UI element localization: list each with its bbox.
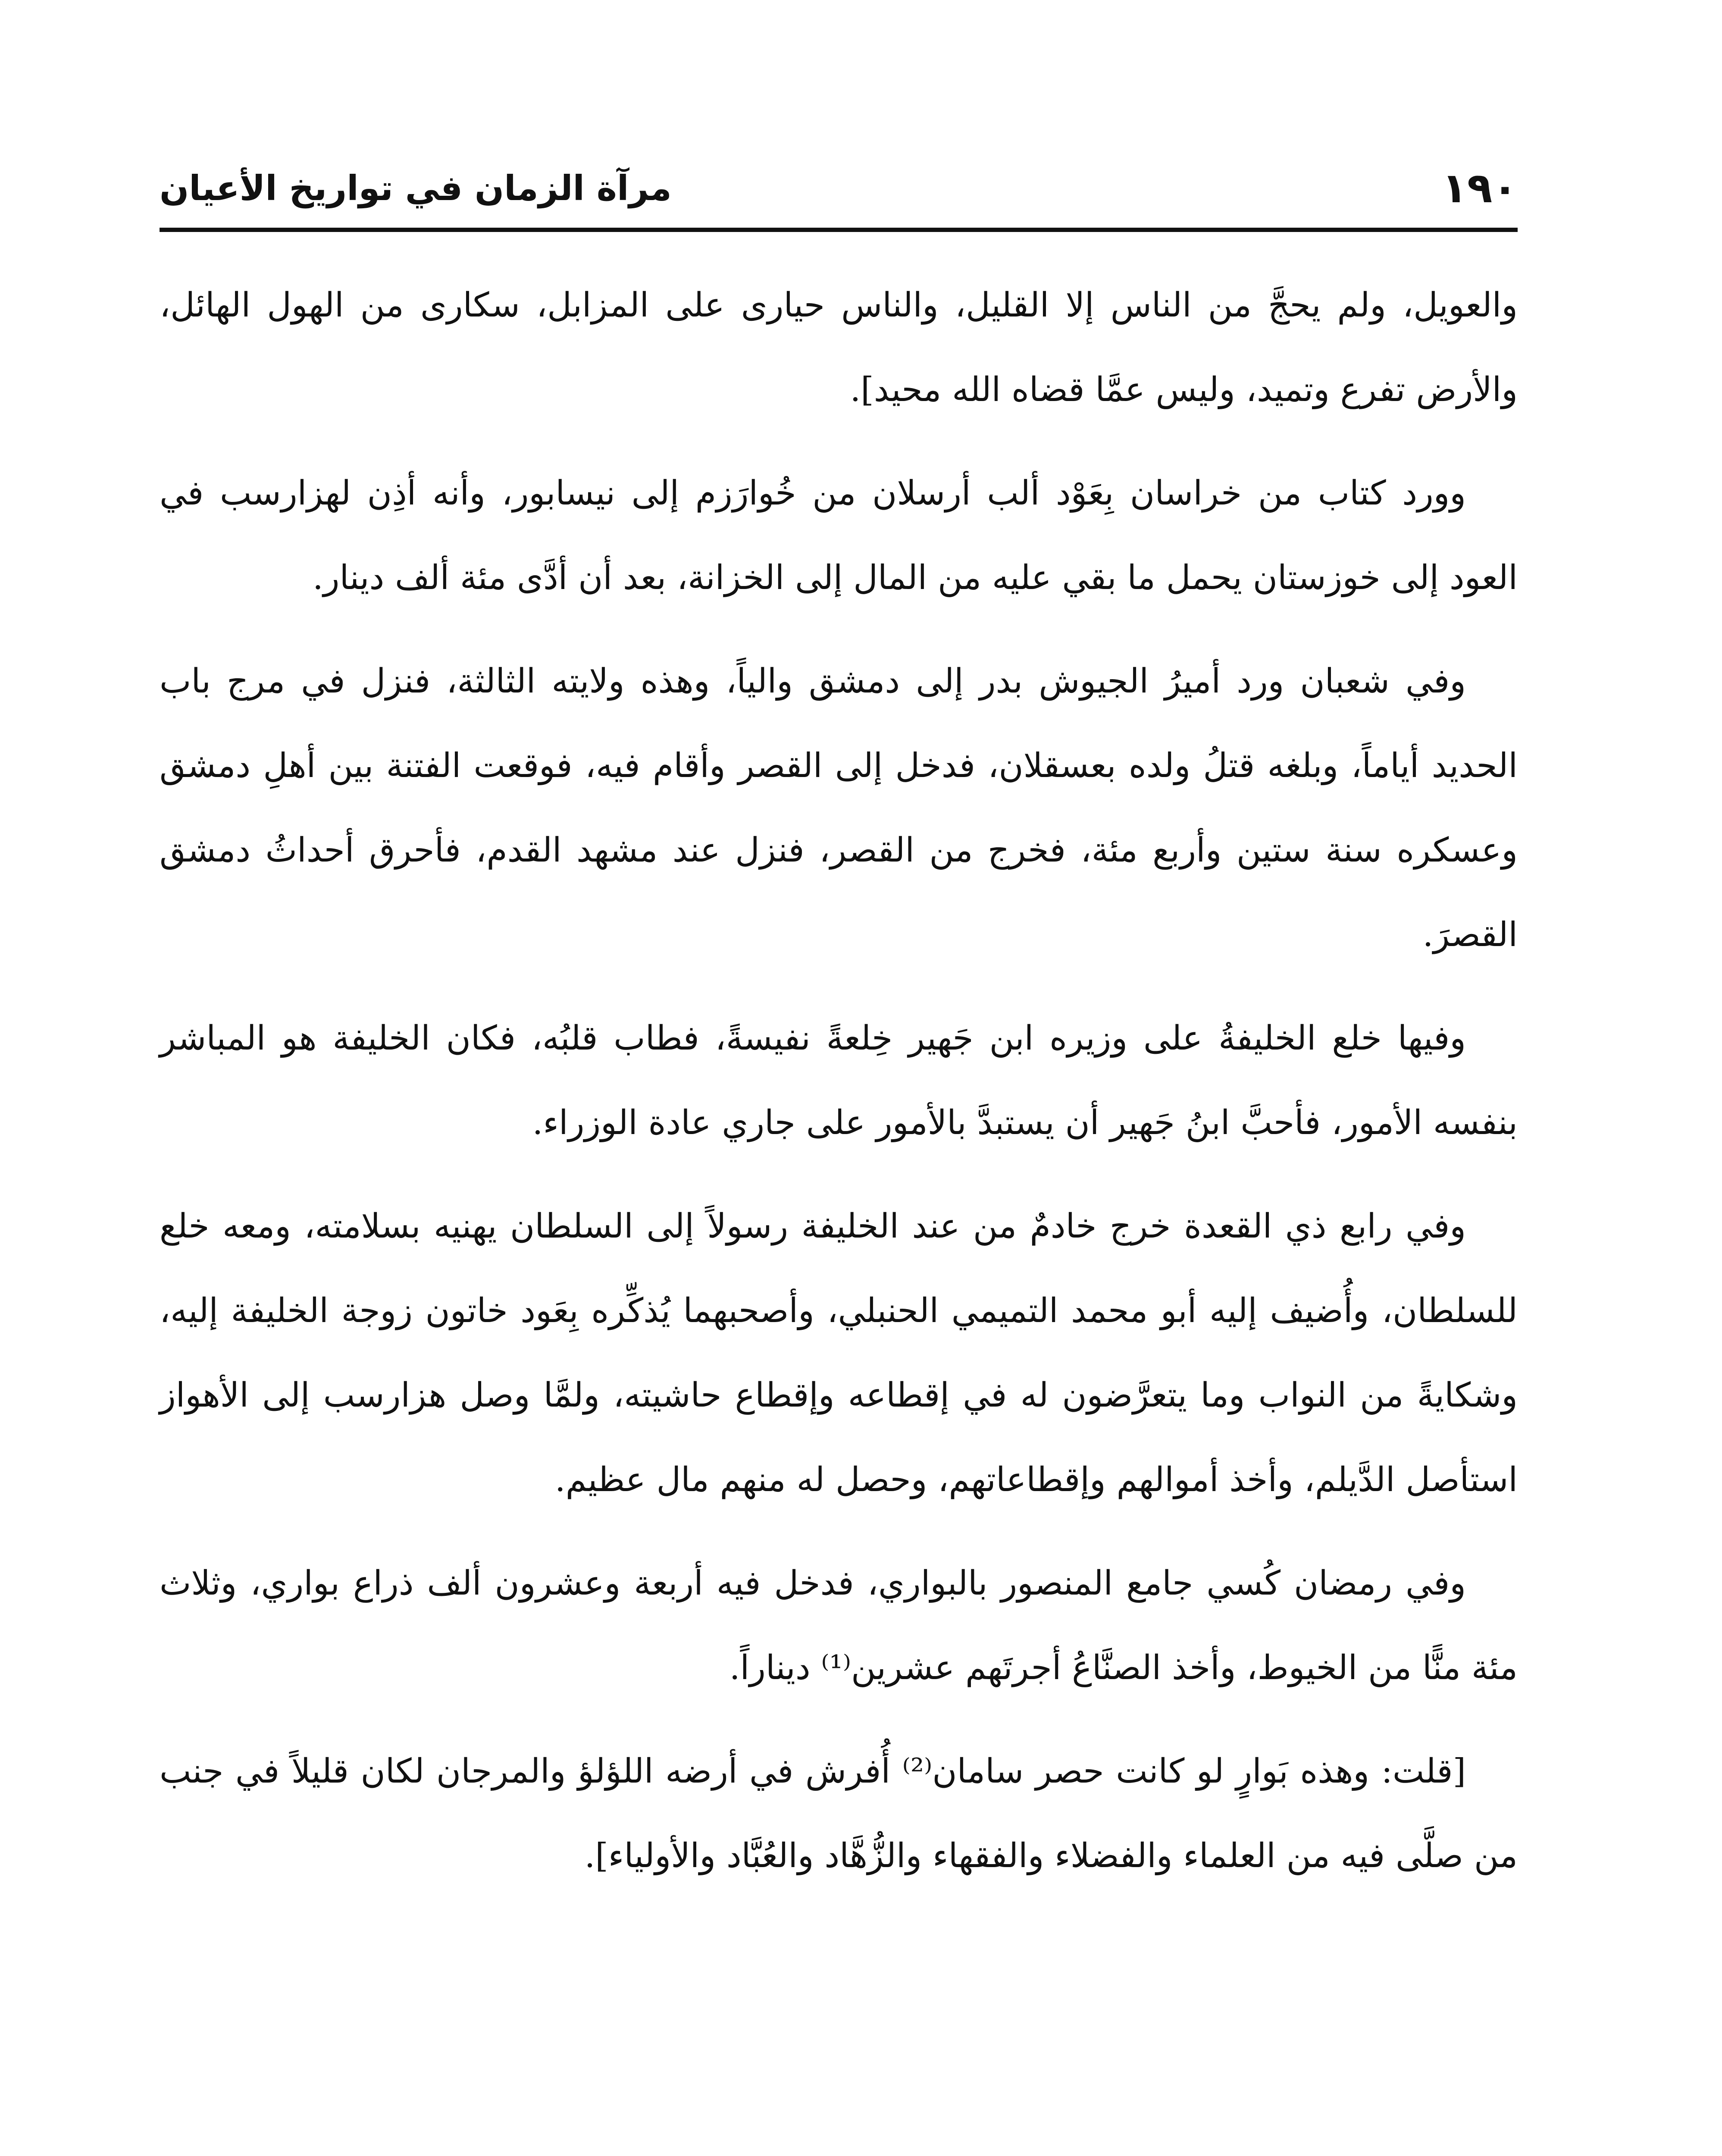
paragraph: وفيها خلع الخليفةُ على وزيره ابن جَهير خِلعةً نفيسةً، فطاب قلبُه، فكان الخليفة هو المباشر بنفسه الأمور، فأحبَّ ابنُ جَهير أن يستبدَّ بالأمور على جاري عادة الوزراء. — [160, 1019, 1518, 1142]
main-text — [160, 263, 1518, 1917]
header-rule — [160, 228, 1518, 232]
book-title: مرآة الزمان في تواريخ الأعيان — [160, 168, 672, 208]
paragraph: وفي رمضان كُسي جامع المنصور بالبواري، فدخل فيه أربعة وعشرون ألف ذراع بواري، وثلاث مئة منًّا من الخيوط، وأخذ الصنَّاعُ أجرتَهم عشرين⁽¹⁾ ديناراً. — [160, 1564, 1518, 1687]
page-number: ١٩٠ — [1442, 164, 1518, 212]
paragraph: والعويل، ولم يحجَّ من الناس إلا القليل، والناس حيارى على المزابل، سكارى من الهول الهائل، والأرض تفرع وتميد، وليس عمَّا قضاه الله محيد]. — [160, 286, 1518, 409]
paragraph: وفي شعبان ورد أميرُ الجيوش بدر إلى دمشق والياً، وهذه ولايته الثالثة، فنزل في مرج باب الحديد أياماً، وبلغه قتلُ ولده بعسقلان، فدخل إلى القصر وأقام فيه، فوقعت الفتنة بين أهلِ دمشق وعسكره سنة ستين وأربع مئة، فخرج من القصر، فنزل عند مشهد القدم، فأحرق أحداثُ دمشق القصرَ. — [160, 662, 1518, 954]
running-head — [160, 160, 1518, 224]
paragraph: [قلت: وهذه بَوارٍ لو كانت حصر سامان⁽²⁾ أُفرش في أرضه اللؤلؤ والمرجان لكان قليلاً في جنب من صلَّى فيه من العلماء والفضلاء والفقهاء والزُّهَّاد والعُبَّاد والأولياء]. — [160, 1752, 1518, 1875]
paragraph: وفي رابع ذي القعدة خرج خادمٌ من عند الخليفة رسولاً إلى السلطان يهنيه بسلامته، ومعه خلع للسلطان، وأُضيف إليه أبو محمد التميمي الحنبلي، وأصحبهما يُذكِّره بِعَود خاتون زوجة الخليفة إليه، وشكايةً من النواب وما يتعرَّضون له في إقطاعه وإقطاع حاشيته، ولمَّا وصل هزارسب إلى الأهواز استأصل الدَّيلم، وأخذ أموالهم وإقطاعاتهم، وحصل له منهم مال عظيم. — [160, 1207, 1518, 1499]
paragraph: وورد كتاب من خراسان بِعَوْد ألب أرسلان من خُوارَزم إلى نيسابور، وأنه أذِن لهزارسب في العود إلى خوزستان يحمل ما بقي عليه من المال إلى الخزانة، بعد أن أدَّى مئة ألف دينار. — [160, 474, 1518, 597]
